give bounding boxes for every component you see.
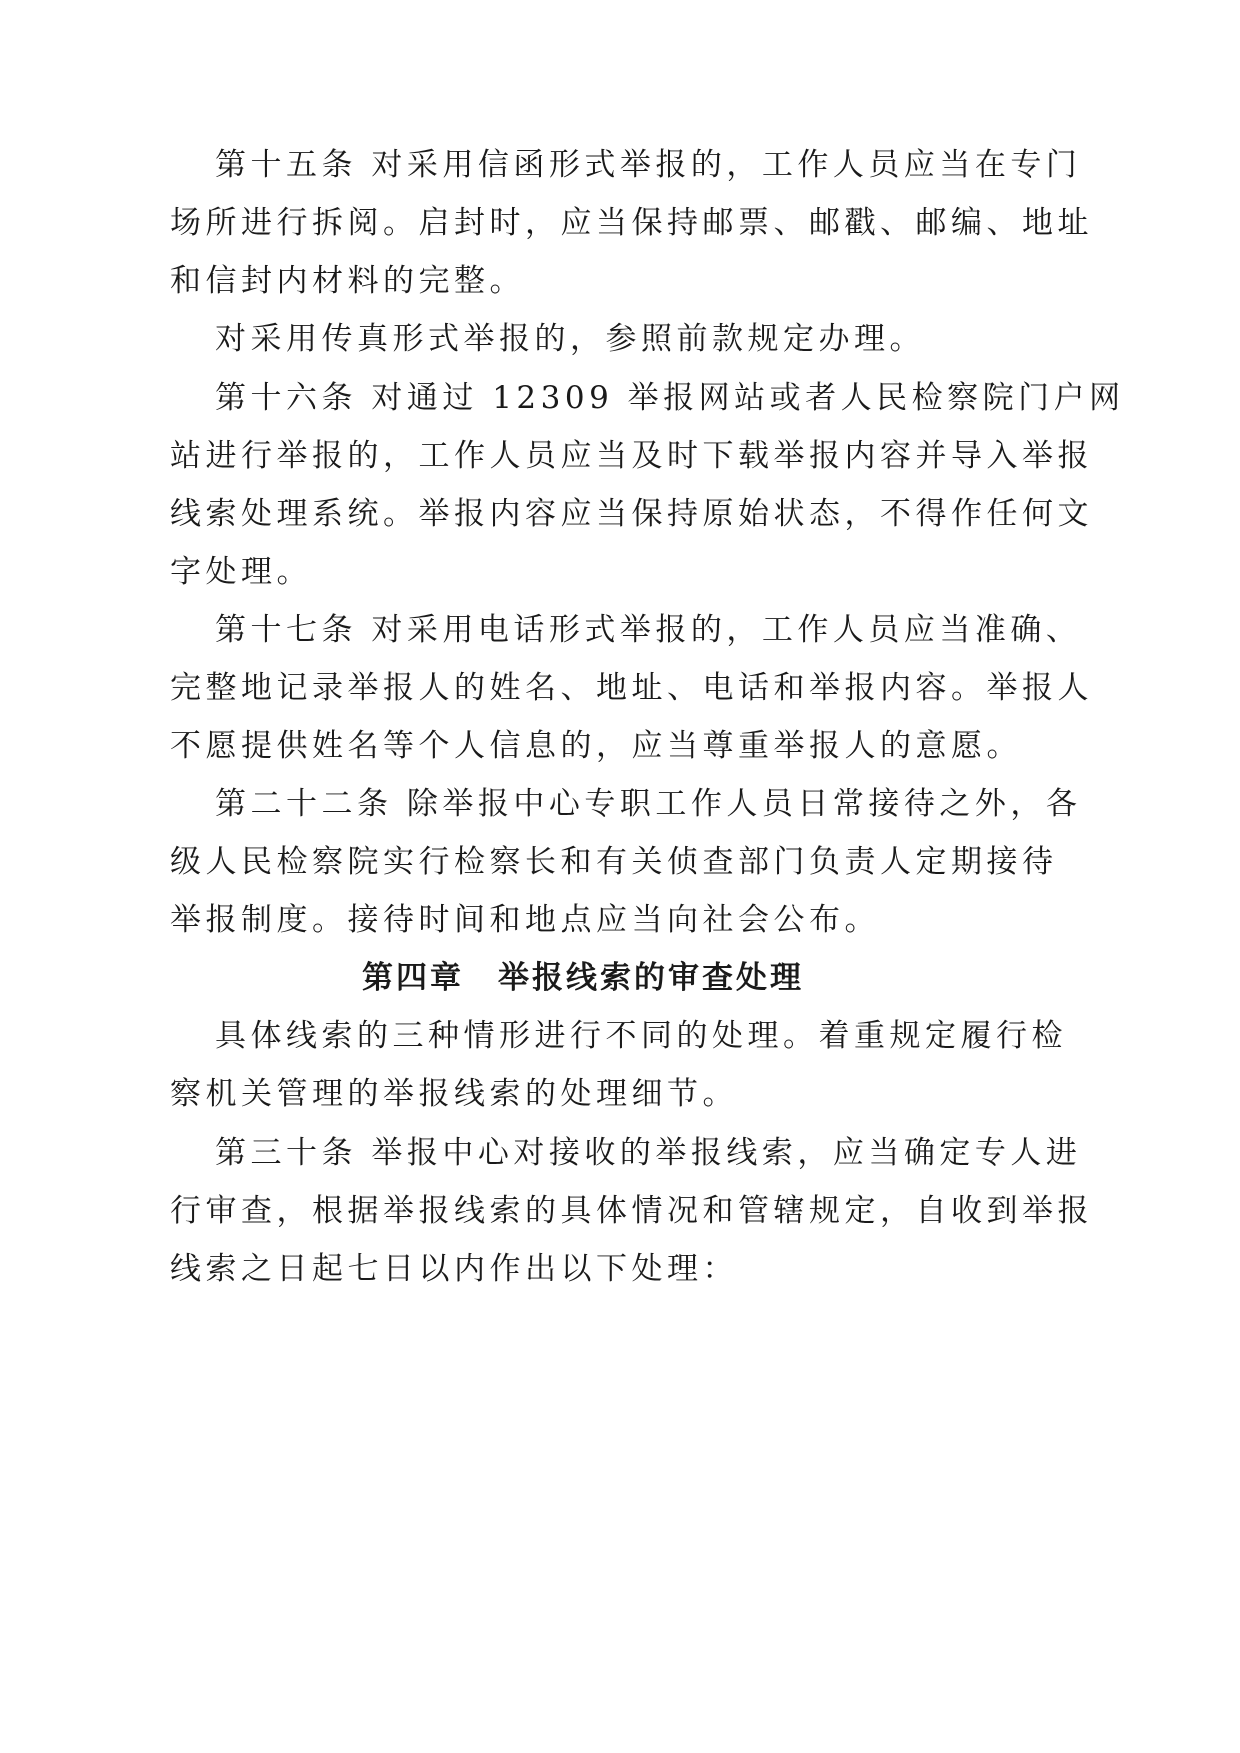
article-15-line-3: 和信封内材料的完整。 xyxy=(170,263,525,299)
article-16-line-1: 第十六条 对通过 12309 举报网站或者人民检察院门户网 xyxy=(215,380,1125,416)
article-30-line-2: 行审查，根据举报线索的具体情况和管辖规定，自收到举报 xyxy=(170,1193,1093,1229)
article-17-line-1: 第十七条 对采用电话形式举报的，工作人员应当准确、 xyxy=(215,612,1082,648)
article-15-line-2: 场所进行拆阅。启封时，应当保持邮票、邮戳、邮编、地址 xyxy=(170,205,1093,241)
article-22-line-1: 第二十二条 除举报中心专职工作人员日常接待之外，各 xyxy=(215,786,1082,822)
article-30-line-3: 线索之日起七日以内作出以下处理： xyxy=(170,1251,738,1287)
article-22-line-2: 级人民检察院实行检察长和有关侦查部门负责人定期接待 xyxy=(170,844,1058,880)
article-17-line-2: 完整地记录举报人的姓名、地址、电话和举报内容。举报人 xyxy=(170,670,1093,706)
article-15-line-1: 第十五条 对采用信函形式举报的，工作人员应当在专门 xyxy=(215,147,1082,183)
chapter-4-intro-line-1: 具体线索的三种情形进行不同的处理。着重规定履行检 xyxy=(215,1018,1067,1054)
chapter-4-intro-line-2: 察机关管理的举报线索的处理细节。 xyxy=(170,1076,738,1112)
article-15-paragraph-2: 对采用传真形式举报的，参照前款规定办理。 xyxy=(215,321,925,357)
chapter-4-heading: 第四章 举报线索的审查处理 xyxy=(362,960,804,996)
article-16-line-3: 线索处理系统。举报内容应当保持原始状态，不得作任何文 xyxy=(170,496,1093,532)
article-17-line-3: 不愿提供姓名等个人信息的，应当尊重举报人的意愿。 xyxy=(170,728,1022,764)
article-30-line-1: 第三十条 举报中心对接收的举报线索，应当确定专人进 xyxy=(215,1135,1082,1171)
article-22-line-3: 举报制度。接待时间和地点应当向社会公布。 xyxy=(170,902,880,938)
article-16-line-4: 字处理。 xyxy=(170,554,312,590)
article-16-line-2: 站进行举报的，工作人员应当及时下载举报内容并导入举报 xyxy=(170,438,1093,474)
